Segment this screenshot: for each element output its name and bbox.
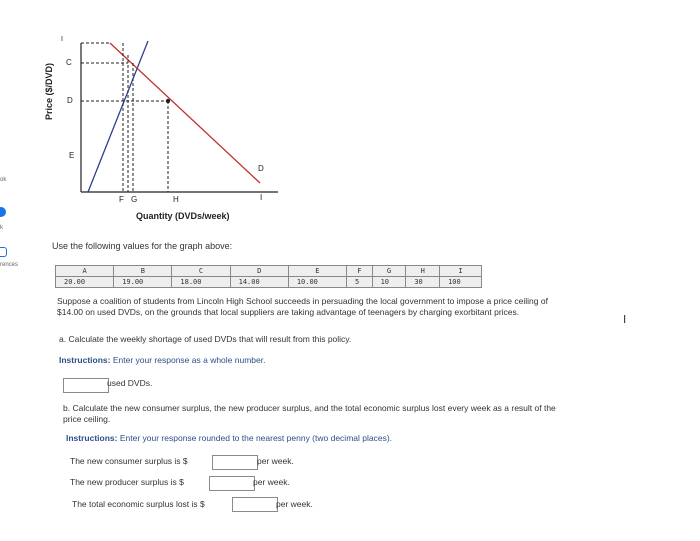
table-header-cell: D — [230, 266, 288, 277]
instructions-label: Instructions: — [66, 433, 118, 443]
table-value-cell: 30 — [406, 277, 440, 288]
y-letter-e: E — [69, 151, 75, 160]
scenario-text — [57, 296, 687, 318]
table-header-cell: C — [172, 266, 230, 277]
part-b-text — [63, 403, 688, 425]
part-a-text: a. Calculate the weekly shortage of used DVDs that will result from this policy. — [59, 334, 352, 344]
total-loss-label: The total economic surplus lost is $ — [72, 499, 205, 509]
x-axis-label: Quantity (DVDs/week) — [136, 211, 230, 221]
table-value-cell: 19.00 — [114, 277, 172, 288]
y-letter-d: D — [67, 96, 73, 105]
table-header-cell: H — [406, 266, 440, 277]
table-value-cell: 10 — [372, 277, 406, 288]
consumer-surplus-label: The new consumer surplus is $ — [70, 456, 188, 466]
graph-canvas — [0, 0, 700, 230]
table-header-cell: F — [347, 266, 373, 277]
instructions-a — [59, 355, 265, 366]
table-value-cell: 100 — [440, 277, 482, 288]
consumer-surplus-input[interactable] — [212, 455, 258, 470]
total-loss-input[interactable] — [232, 497, 278, 512]
shortage-suffix: used DVDs. — [107, 378, 153, 388]
y-letter-c: C — [66, 58, 72, 67]
sidebar-page-icon[interactable] — [0, 247, 7, 257]
consumer-surplus-suffix: per week. — [257, 456, 294, 466]
table-header-cell: E — [288, 266, 346, 277]
part-b-line: price ceiling. — [63, 414, 111, 424]
supply-line — [88, 41, 148, 192]
producer-surplus-label: The new producer surplus is $ — [70, 477, 184, 487]
table-value-cell: 20.00 — [56, 277, 114, 288]
x-letter-h: H — [173, 195, 179, 204]
intro-text: Use the following values for the graph above: — [52, 241, 233, 251]
table-header-cell: B — [114, 266, 172, 277]
table-header-cell: A — [56, 266, 114, 277]
part-b-line: b. Calculate the new consumer surplus, the new producer surplus, and the total economic surplus lost every week as a result of the — [63, 403, 556, 413]
sidebar-label: ok — [0, 177, 7, 183]
y-axis-top-letter: I — [61, 36, 63, 43]
total-loss-suffix: per week. — [276, 499, 313, 509]
table-header-cell: G — [372, 266, 406, 277]
sidebar-label[interactable]: rences — [0, 262, 19, 268]
sidebar-label: k — [0, 225, 3, 231]
instructions-label: Instructions: — [59, 355, 111, 365]
table-value-cell: 5 — [347, 277, 373, 288]
x-letter-f: F — [119, 195, 124, 204]
values-table — [55, 265, 482, 288]
instructions-b-text: Enter your response rounded to the nearest penny (two decimal places). — [119, 433, 393, 443]
table-value-cell: 14.00 — [230, 277, 288, 288]
table-value-row — [56, 277, 482, 288]
demand-label: D — [258, 164, 264, 173]
text-cursor-icon: I — [623, 313, 627, 326]
instructions-b — [66, 433, 392, 444]
table-value-cell: 10.00 — [288, 277, 346, 288]
table-header-cell: I — [440, 266, 482, 277]
x-axis-end-letter: I — [260, 193, 263, 202]
x-letter-g: G — [131, 195, 138, 204]
y-axis-label: Price ($/DVD) — [44, 62, 54, 120]
table-value-cell: 18.00 — [172, 277, 230, 288]
producer-surplus-suffix: per week. — [253, 477, 290, 487]
shortage-input[interactable] — [63, 378, 109, 393]
producer-surplus-input[interactable] — [209, 476, 255, 491]
scenario-line: $14.00 on used DVDs, on the grounds that local suppliers are taking advantage of teenagers by charging exorbitant prices. — [57, 307, 520, 317]
scenario-line: Suppose a coalition of students from Lincoln High School succeeds in persuading the local government to impose a price ceiling of — [57, 296, 548, 306]
instructions-a-text: Enter your response as a whole number. — [112, 355, 266, 365]
table-header-row — [56, 266, 482, 277]
